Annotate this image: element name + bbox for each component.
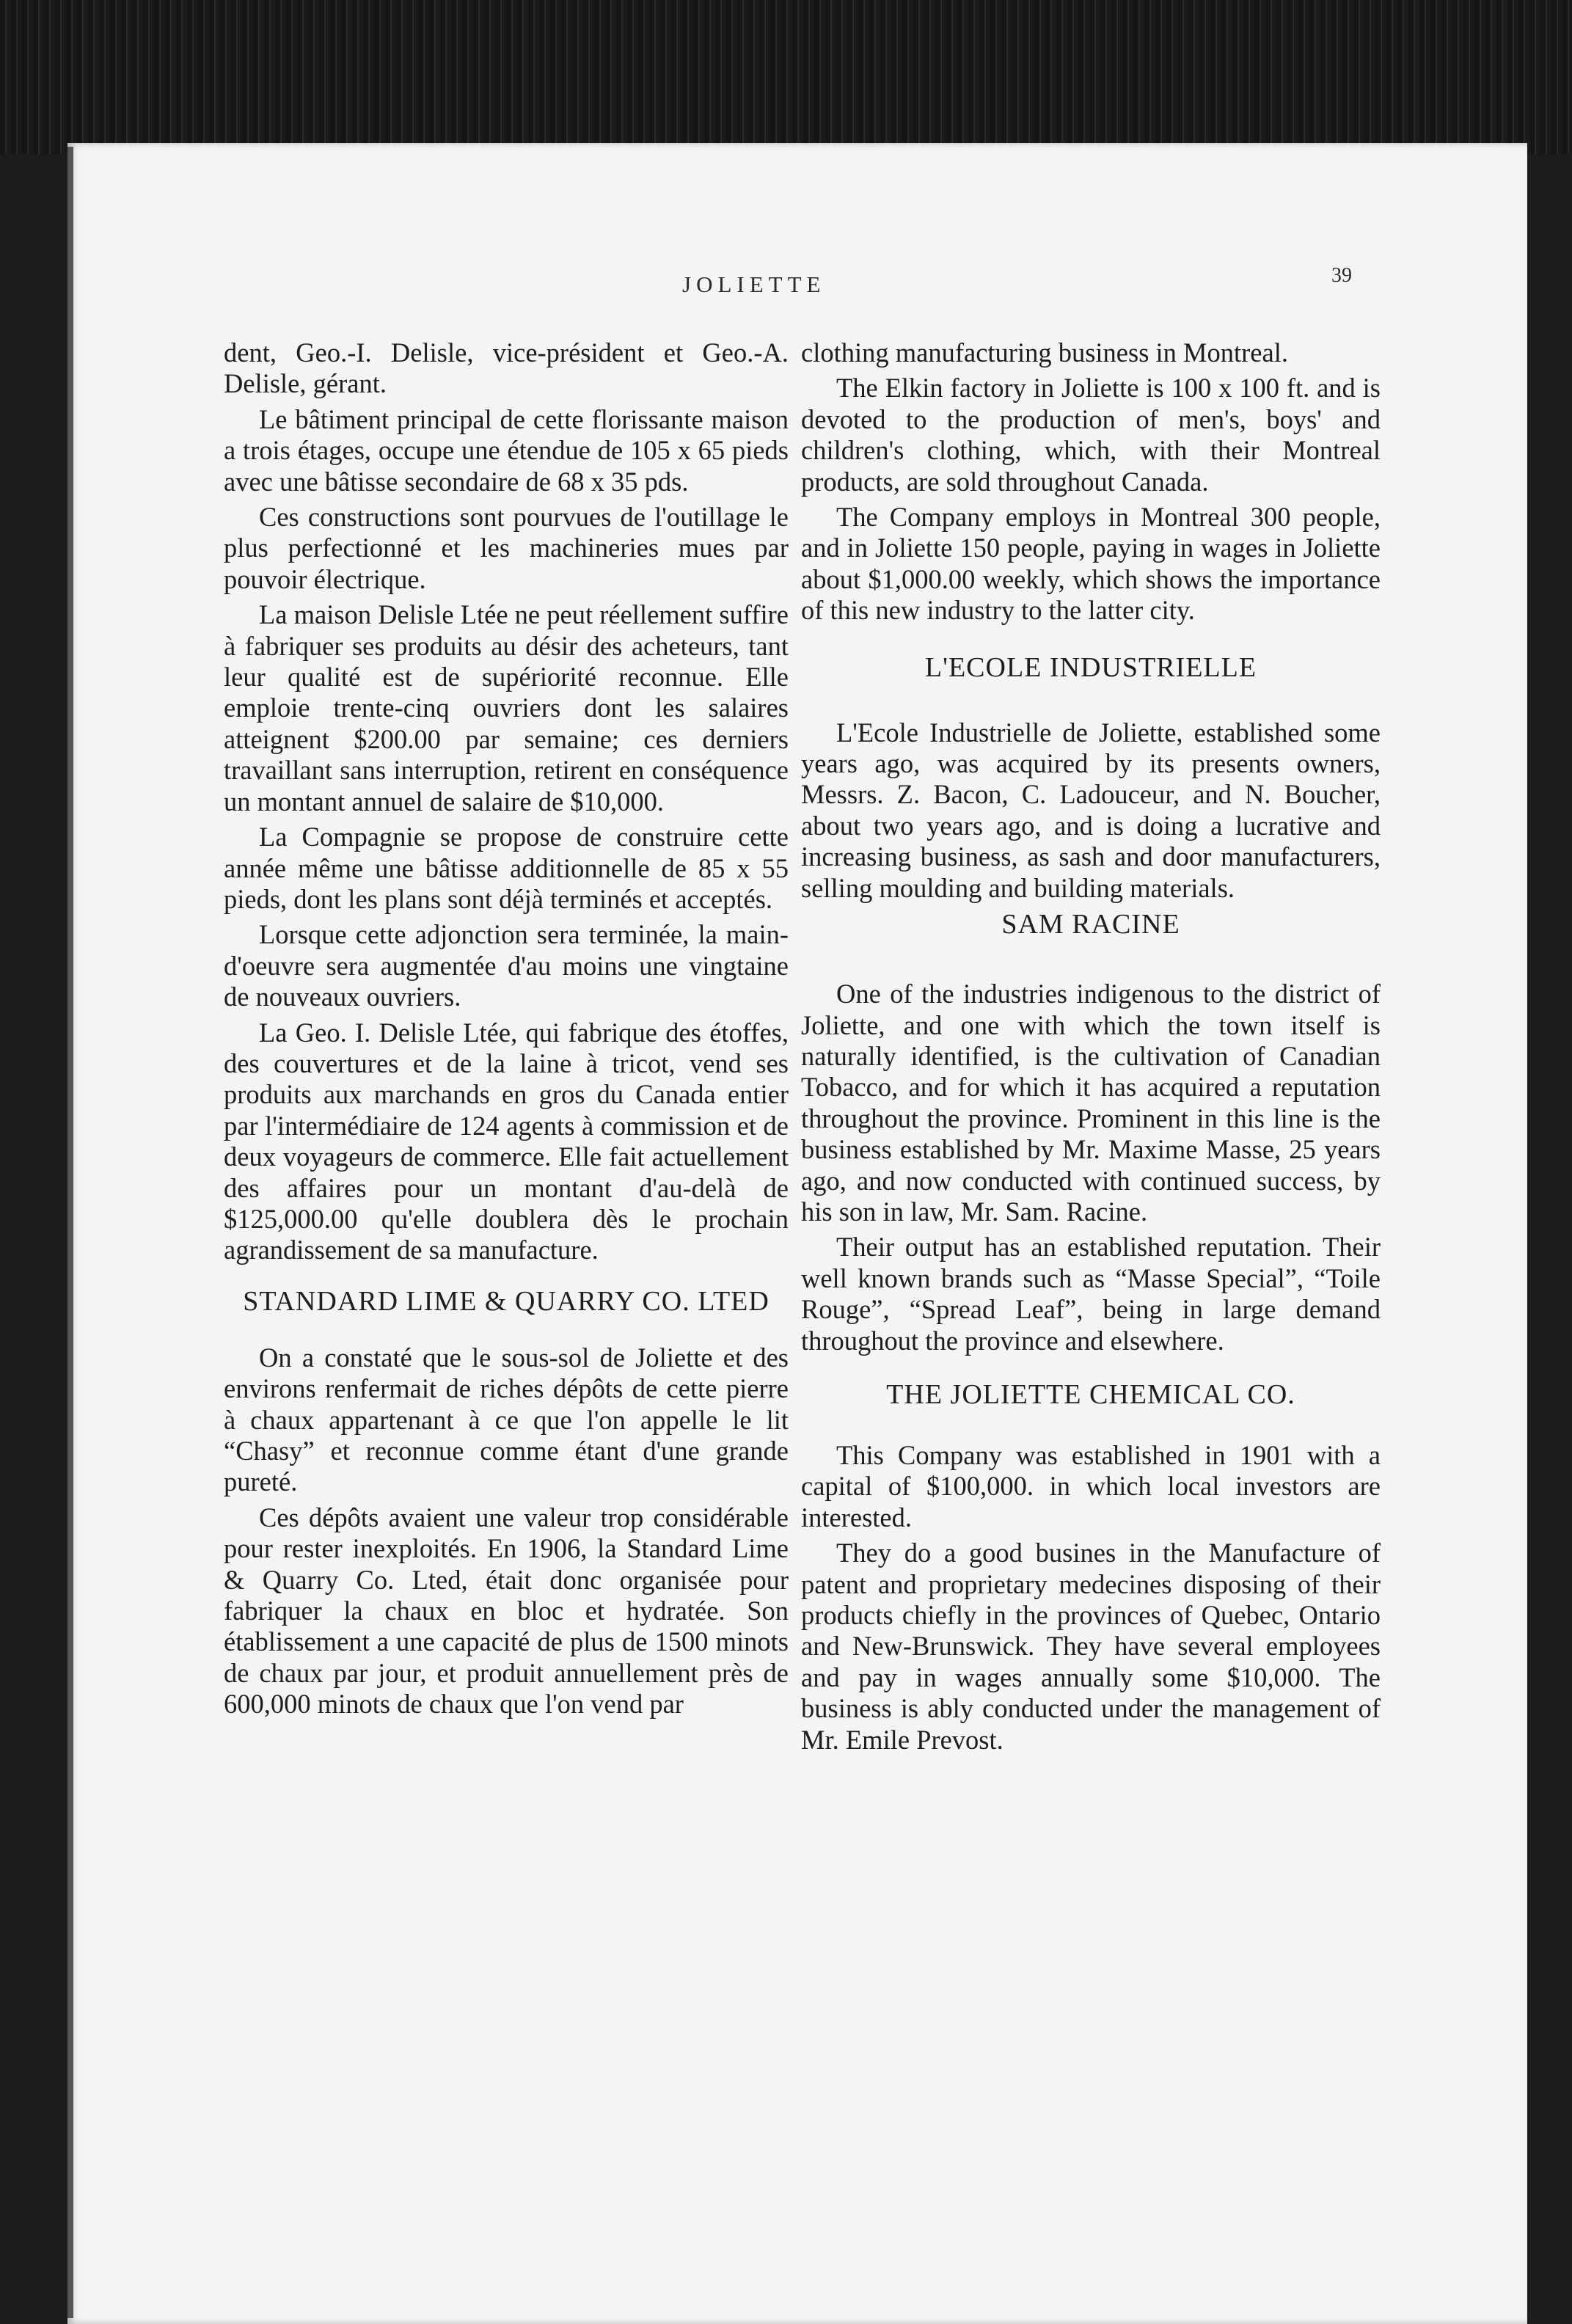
paragraph: Lorsque cette adjonction sera terminée, la main-d'oeuvre sera augmentée d'au moins une vingtaine de nouveaux ouvriers.	[224, 919, 789, 1012]
paragraph: Ces dépôts avaient une valeur trop considérable pour rester inexploités. En 1906, la Standard Lime & Quarry Co. Lted, était donc organisée pour fabriquer la chaux en bloc et hydratée. Son établissement a une capacité de plus de 1500 minots de chaux par jour, et produit annuellement près de 600,000 minots de chaux que l'on vend par	[224, 1502, 789, 1720]
section-heading-sam-racine: SAM RACINE	[1001, 909, 1180, 940]
paragraph: The Elkin factory in Joliette is 100 x 100 ft. and is devoted to the production of men's, boys' and children's clothing, which, with their Montreal products, are sold throughout Canada.	[801, 373, 1381, 497]
paragraph: This Company was established in 1901 with a capital of $100,000. in which local investors are interested.	[801, 1439, 1381, 1532]
paragraph: On a constaté que le sous-sol de Joliette et des environs renfermait de riches dépôts de cette pierre à chaux appartenant à ce que l'on appelle le lit “Chasy” et reconnue comme étant d'une grande pureté.	[224, 1342, 789, 1497]
paragraph: They do a good busines in the Manufacture of patent and proprietary medecines disposing of their products chiefly in the provinces of Quebec, Ontario and New-Brunswick. They have several employees and pay in wages annually some $10,000. The business is ably conducted under the management of Mr. Emile Prevost.	[801, 1538, 1381, 1755]
paragraph: La Compagnie se propose de construire cette année même une bâtisse additionnelle de 85 x 55 pieds, dont les plans sont déjà terminés et acceptés.	[224, 822, 789, 914]
paragraph: Le bâtiment principal de cette florissante maison a trois étages, occupe une étendue de 105 x 65 pieds avec une bâtisse secondaire de 68 x 35 pds.	[224, 403, 789, 497]
paragraph: Ces constructions sont pourvues de l'outillage le plus perfectionné et les machineries mues par pouvoir électrique.	[224, 502, 789, 594]
paragraph: dent, Geo.-I. Delisle, vice-président et Geo.-A. Delisle, gérant.	[224, 337, 789, 399]
section-heading-ecole-industrielle: L'ECOLE INDUSTRIELLE	[924, 651, 1257, 683]
paragraph: La Geo. I. Delisle Ltée, qui fabrique des étoffes, des couvertures et de la laine à tricot, vend ses produits aux marchands en gros du Canada entier par l'intermédiaire de 124 agents à commission et de deux voyageurs de commerce. Elle fait actuellement des affaires pour un montant d'au-delà de $125,000.00 qu'elle doublera dès le prochain agrandissement de sa manufacture.	[224, 1017, 789, 1265]
right-column	[801, 337, 1381, 1760]
scan-background	[0, 0, 1572, 154]
paragraph: L'Ecole Industrielle de Joliette, established some years ago, was acquired by its presents owners, Messrs. Z. Bacon, C. Ladouceur, and N. Boucher, about two years ago, and is doing a lucrative and increasing business, as sash and door manufacturers, selling moulding and building materials.	[801, 717, 1381, 903]
paragraph: La maison Delisle Ltée ne peut réellement suffire à fabriquer ses produits au désir des acheteurs, tant leur qualité est de supériorité reconnue. Elle emploie trente-cinq ouvriers dont les salaires atteignent $200.00 par semaine; ces derniers travaillant sans interruption, retirent en conséquence un montant annuel de salaire de $10,000.	[224, 599, 789, 816]
page-number: 39	[1331, 264, 1352, 287]
paragraph: One of the industries indigenous to the district of Joliette, and one with which the town itself is naturally identified, is the cultivation of Canadian Tobacco, and for which it has acquired a reputation throughout the province. Prominent in this line is the business established by Mr. Maxime Masse, 25 years ago, and now conducted with continued success, by his son in law, Mr. Sam. Racine.	[801, 979, 1381, 1227]
section-heading-standard-lime: STANDARD LIME & QUARRY CO. LTED	[243, 1285, 769, 1317]
paragraph: Their output has an established reputation. Their well known brands such as “Masse Special”, “Toile Rouge”, “Spread Leaf”, being in large demand throughout the province and elsewhere.	[801, 1232, 1381, 1356]
page-gutter-edge	[67, 147, 73, 2318]
section-heading-joliette-chemical: THE JOLIETTE CHEMICAL CO.	[886, 1378, 1295, 1410]
running-title: JOLIETTE	[682, 271, 826, 297]
paragraph: The Company employs in Montreal 300 people, and in Joliette 150 people, paying in wages in Joliette about $1,000.00 weekly, which shows the importance of this new industry to the latter city.	[801, 502, 1381, 626]
paragraph: clothing manufacturing business in Montreal.	[801, 337, 1288, 368]
left-column	[224, 337, 789, 1725]
